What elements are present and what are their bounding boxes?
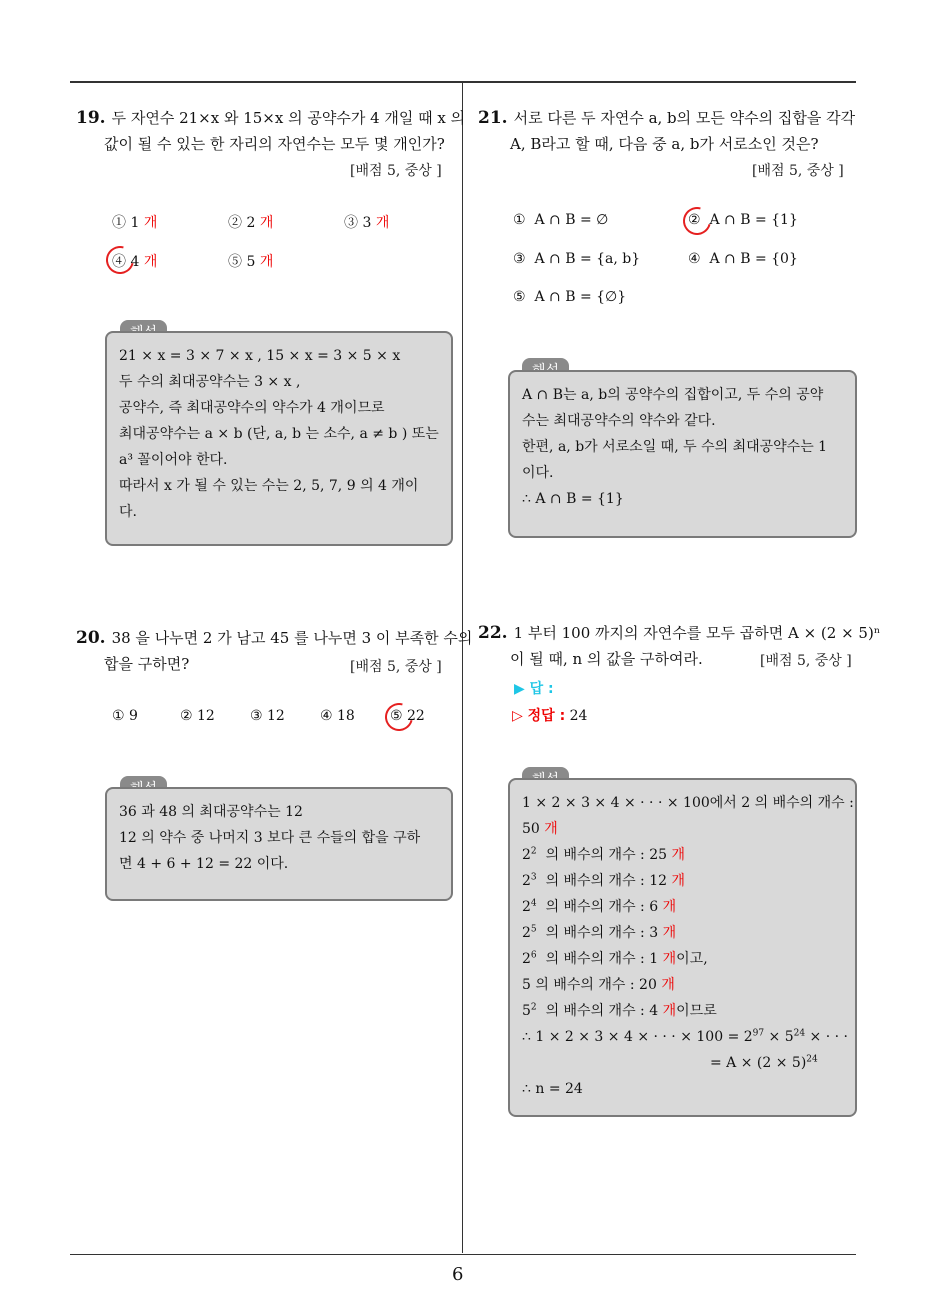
solution-box: 36 과 48 의 최대공약수는 12 12 의 약수 중 나머지 3 보다 큰 수들의 합을 구하 면 4 + 6 + 12 = 22 이다. (105, 787, 453, 901)
points-label: [배점 5, 중상 ] (350, 163, 442, 179)
question-number: 20. (76, 628, 106, 648)
choice-3[interactable]: ③ A ∩ B = {a, b} (513, 251, 641, 267)
question-number: 22. (478, 623, 508, 643)
answer-circle-mark (678, 202, 716, 240)
count-row: $2^3$ 의 배수의 개수 : 12 개 (522, 872, 686, 889)
count-row: $2^6$ 의 배수의 개수 : 1 개이고, (522, 950, 708, 967)
choice-4[interactable]: ④ A ∩ B = {0} (688, 251, 798, 267)
points-label: [배점 5, 중상 ] (752, 163, 844, 179)
page-number: 6 (452, 1264, 464, 1285)
count-row: $2^2$ 의 배수의 개수 : 25 개 (522, 846, 686, 863)
top-rule (70, 81, 856, 83)
answer-field-label: ▶ 답 : (514, 681, 554, 697)
choice-4[interactable]: ④ 18 (320, 708, 355, 724)
question-text-line1: 1 부터 100 까지의 자연수를 모두 곱하면 A × (2 × 5)ⁿ (513, 624, 881, 642)
choice-3[interactable]: ③ 12 (250, 708, 285, 724)
choice-2[interactable]: ② 12 (180, 708, 215, 724)
question-text-line1: 서로 다른 두 자연수 a, b의 모든 약수의 집합을 각각 (513, 109, 856, 127)
question-number: 21. (478, 108, 508, 128)
count-row: 5 의 배수의 개수 : 20 개 (522, 977, 675, 993)
center-divider (462, 83, 463, 1253)
question-text-line1: 두 자연수 21×x 와 15×x 의 공약수가 4 개일 때 x 의 (111, 109, 466, 127)
answer-circle-mark (380, 698, 418, 736)
question-19 (76, 105, 466, 157)
question-21 (478, 105, 858, 157)
choice-3[interactable]: ③ 3 개 (344, 215, 390, 231)
solution-box: 1 × 2 × 3 × 4 × · · · × 100에서 2 의 배수의 개수 : 50 개 $2^2$ 의 배수의 개수 : 25 개 $2^3$ 의 배수의 개수 : 12 개 $2^4$ 의 배수의 개수 : 6 개 $2^5$ 의 배수의 개수 : 3 개 $2^6$ 의 배수의 개수 : 1 개이고, 5 의 배수의 개수 : 20 개 $5^2$ 의 배수의 개수 : 4 개이므로 ∴ 1 × 2 × 3 × 4 × · · · × $100 = 2^{97} \times 5^{24}$ × · · · = $A \times (2 \times 5)^{24}$ ∴ n = 24 (508, 778, 857, 1117)
answer-circle-mark (101, 241, 139, 279)
choice-1[interactable]: ① A ∩ B = ∅ (513, 212, 609, 228)
choice-5[interactable]: ⑤ A ∩ B = {∅} (513, 289, 627, 305)
count-row: $2^5$ 의 배수의 개수 : 3 개 (522, 924, 677, 941)
choice-2[interactable]: ② A ∩ B = {1} (688, 212, 798, 228)
correct-answer: ▷ 정답 : 24 (512, 708, 588, 724)
question-number: 19. (76, 108, 106, 128)
points-label: [배점 5, 중상 ] (350, 659, 442, 675)
question-text-line2: 이 될 때, n 의 값을 구하여라. (510, 650, 703, 668)
count-row: $5^2$ 의 배수의 개수 : 4 개이므로 (522, 1002, 717, 1019)
solution-box: 21 × x = 3 × 7 × x , 15 × x = 3 × 5 × x 두 수의 최대공약수는 3 × x , 공약수, 즉 최대공약수의 약수가 4 개이므로 최대공약수는 a × b (단, a, b 는 소수, a ≠ b ) 또는 a³ 꼴이어야 한다. 따라서 x 가 될 수 있는 수는 2, 5, 7, 9 의 4 개이 다. (105, 331, 453, 546)
question-text-line2: 합을 구하면? (104, 655, 190, 673)
choice-1[interactable]: ① 9 (112, 708, 138, 724)
count-row: $2^4$ 의 배수의 개수 : 6 개 (522, 898, 677, 915)
solution-box: A ∩ B는 a, b의 공약수의 집합이고, 두 수의 공약 수는 최대공약수의 약수와 같다. 한편, a, b가 서로소일 때, 두 수의 최대공약수는 1 이다. ∴ A ∩ B = {1} (508, 370, 857, 538)
bottom-rule (70, 1254, 856, 1255)
choice-5[interactable]: ⑤ 22 (390, 708, 425, 724)
question-text-line2: A, B라고 할 때, 다음 중 a, b가 서로소인 것은? (510, 135, 819, 153)
choice-4[interactable]: ④ 4 개 (112, 254, 158, 270)
points-label: [배점 5, 중상 ] (760, 653, 852, 669)
choice-5[interactable]: ⑤ 5 개 (228, 254, 274, 270)
choice-1[interactable]: ① 1 개 (112, 215, 158, 231)
question-text-line2: 값이 될 수 있는 한 자리의 자연수는 모두 몇 개인가? (104, 135, 445, 153)
choice-2[interactable]: ② 2 개 (228, 215, 274, 231)
question-text-line1: 38 을 나누면 2 가 남고 45 를 나누면 3 이 부족한 수의 (111, 629, 473, 647)
